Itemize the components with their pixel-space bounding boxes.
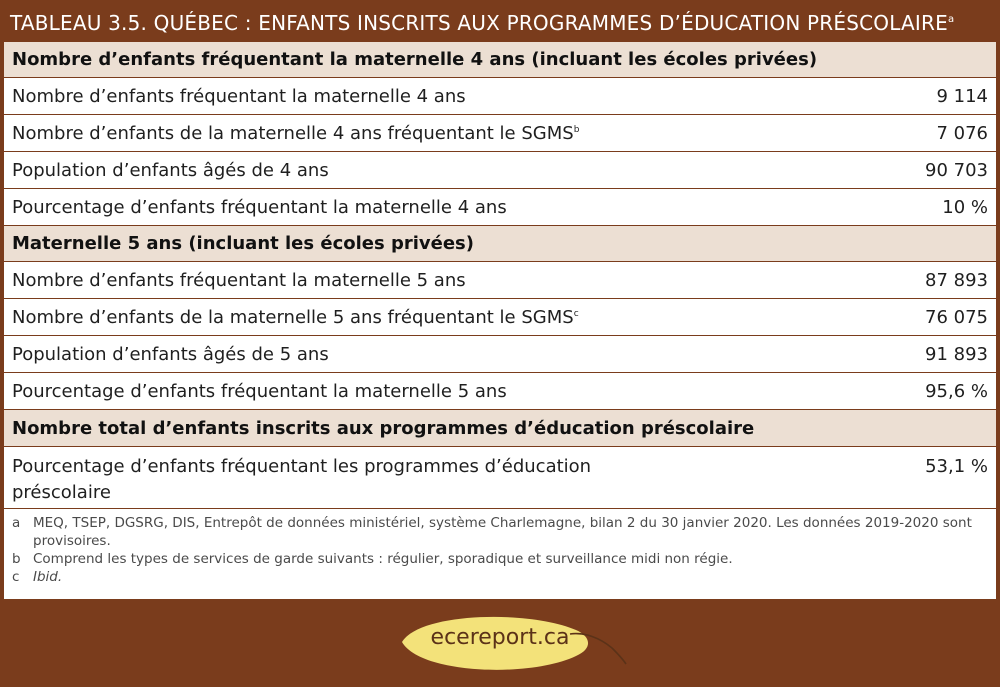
- footnote-letter: c: [12, 569, 20, 585]
- row-label: Nombre d’enfants de la maternelle 5 ans fréquentant le SGMS$^c$: [12, 306, 579, 328]
- table-row: [4, 299, 996, 336]
- row-value: 9 114: [936, 85, 988, 107]
- row-value: 95,6 %: [925, 380, 988, 402]
- site-link[interactable]: ecereport.ca: [430, 625, 570, 650]
- row-value: 91 893: [925, 343, 988, 365]
- table-row: [4, 447, 996, 509]
- table-row: [4, 115, 996, 152]
- footnote-mark: c: [573, 308, 579, 319]
- footnote-a: [4, 514, 996, 550]
- table-panel: [4, 42, 996, 599]
- section-header-maternelle-4: [4, 42, 996, 78]
- footnote-text: MEQ, TSEP, DGSRG, DIS, Entrepôt de données ministériel, système Charlemagne, bilan 2 du 30 janvier 2020. Les données 2019-2020 sont provisoires.: [33, 515, 972, 549]
- table-row: [4, 78, 996, 115]
- section-header-label: Nombre d’enfants fréquentant la maternelle 4 ans (incluant les écoles privées): [12, 49, 818, 70]
- footnote-letter: a: [12, 515, 21, 531]
- footnote-text: Comprend les types de services de garde suivants : régulier, sporadique et surveillance midi non régie.: [33, 551, 733, 567]
- table-row: [4, 373, 996, 410]
- footnote-b: [4, 550, 996, 568]
- title-footnote-mark: a: [947, 14, 955, 25]
- footnote-text: Ibid.: [33, 569, 63, 585]
- row-label: Pourcentage d’enfants fréquentant les programmes d’éducation préscolaire: [12, 456, 592, 503]
- footnotes: [4, 514, 996, 586]
- row-label: Nombre d’enfants fréquentant la maternelle 5 ans: [12, 269, 466, 291]
- section-header-maternelle-5: [4, 226, 996, 262]
- section-header-label: Maternelle 5 ans (incluant les écoles privées): [12, 233, 474, 254]
- row-value: 53,1 %: [925, 456, 988, 477]
- footnote-c: [4, 568, 996, 586]
- row-label: Pourcentage d’enfants fréquentant la maternelle 5 ans: [12, 380, 507, 402]
- row-value: 90 703: [925, 159, 988, 181]
- row-label: Population d’enfants âgés de 4 ans: [12, 159, 329, 181]
- table-row: [4, 262, 996, 299]
- table-title: [0, 0, 1000, 40]
- footnote-mark: b: [573, 124, 580, 135]
- row-label: Nombre d’enfants fréquentant la maternelle 4 ans: [12, 85, 466, 107]
- row-label: Nombre d’enfants de la maternelle 4 ans fréquentant le SGMS$^b$: [12, 122, 580, 144]
- footnote-letter: b: [12, 551, 21, 567]
- row-label: Pourcentage d’enfants fréquentant la maternelle 4 ans: [12, 196, 507, 218]
- row-value: 10 %: [942, 196, 988, 218]
- table-row: [4, 152, 996, 189]
- row-label: Population d’enfants âgés de 5 ans: [12, 343, 329, 365]
- row-value: 87 893: [925, 269, 988, 291]
- section-header-total: [4, 410, 996, 447]
- table-title-text: TABLEAU 3.5. QUÉBEC : ENFANTS INSCRITS AUX PROGRAMMES D’ÉDUCATION PRÉSCOLAIRE: [10, 11, 948, 35]
- table-row: [4, 336, 996, 373]
- section-header-label: Nombre total d’enfants inscrits aux programmes d’éducation préscolaire: [12, 417, 755, 439]
- table-row: [4, 189, 996, 226]
- row-value: 76 075: [925, 306, 988, 328]
- row-value: 7 076: [936, 122, 988, 144]
